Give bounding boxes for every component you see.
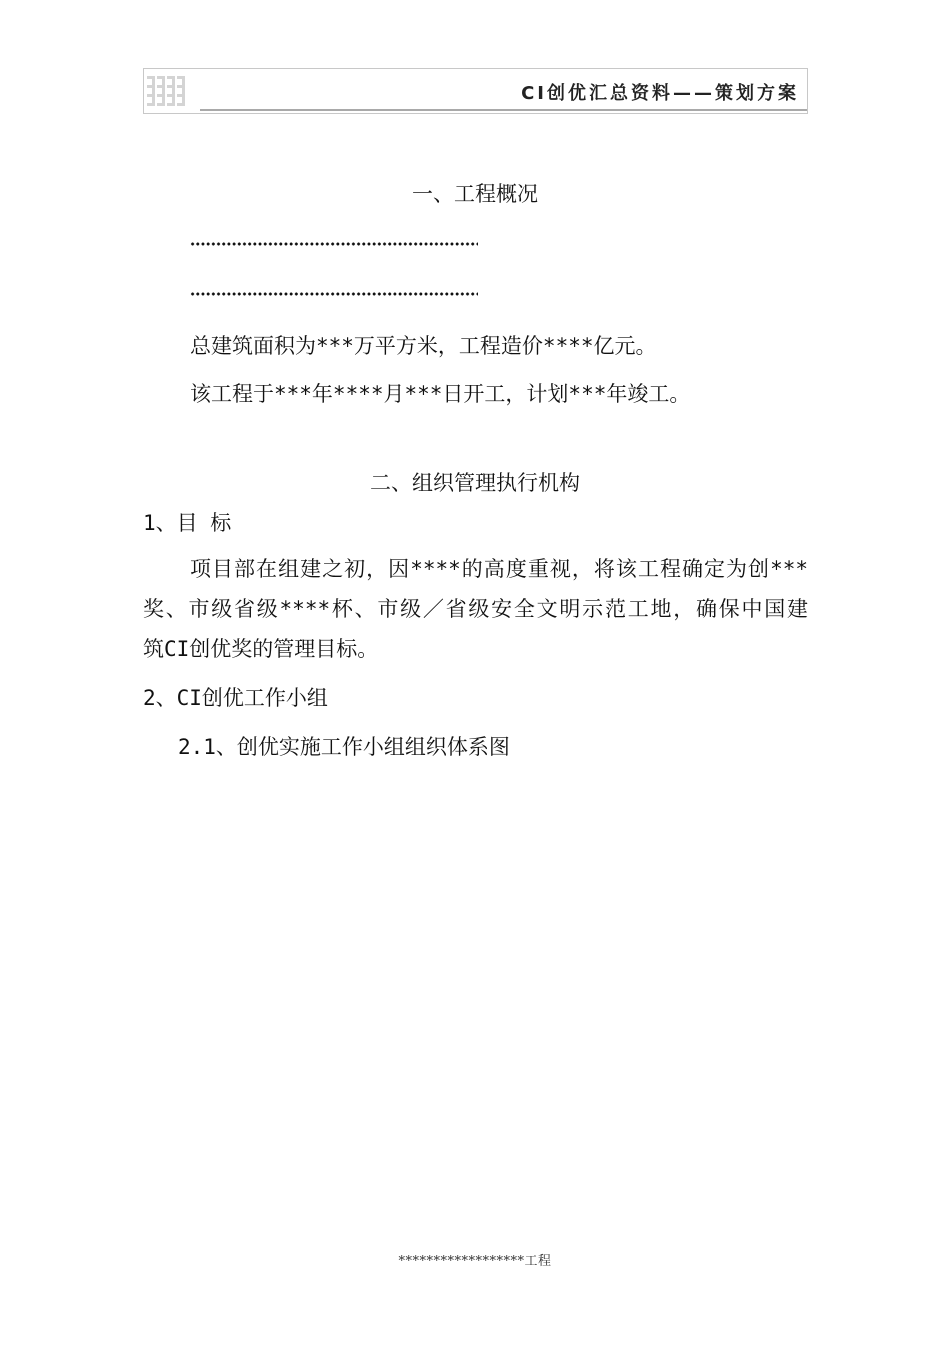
goal-paragraph-line-1: 项目部在组建之初，因****的高度重视，将该工程确定为创*** (190, 557, 808, 581)
team-org-chart-heading: 2.1、创优实施工作小组组织体系图 (178, 735, 510, 759)
section-1-heading: 一、工程概况 (412, 182, 538, 206)
section-2-heading: 二、组织管理执行机构 (370, 471, 580, 495)
company-logo-icon (146, 73, 188, 111)
construction-schedule-line: 该工程于***年****月***日开工，计划***年竣工。 (190, 382, 691, 406)
ci-team-heading: 2、CI创优工作小组 (143, 686, 328, 710)
page-footer: ******************工程 (398, 1254, 552, 1269)
header-divider (200, 109, 807, 111)
goal-paragraph-line-3: 筑CI创优奖的管理目标。 (143, 637, 379, 661)
header-title: CI创优汇总资料——策划方案 (521, 83, 799, 104)
building-area-line: 总建筑面积为***万平方米，工程造价****亿元。 (190, 334, 657, 358)
page-header (143, 68, 808, 114)
placeholder-dotted-line-2 (190, 291, 478, 297)
goal-paragraph-line-2: 奖、市级省级****杯、市级／省级安全文明示范工地，确保中国建 (143, 597, 808, 621)
placeholder-dotted-line-1 (190, 241, 478, 247)
goal-heading: 1、目 标 (143, 511, 232, 535)
